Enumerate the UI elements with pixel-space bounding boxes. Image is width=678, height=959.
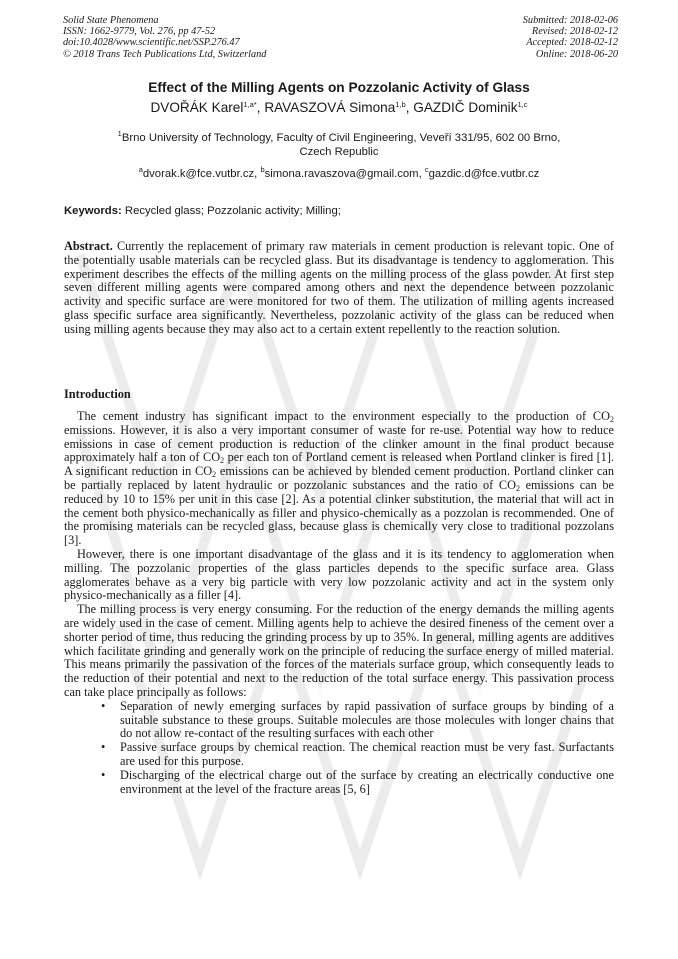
bullet-icon: • bbox=[101, 698, 106, 713]
journal-info bbox=[63, 15, 266, 60]
keywords-label: Keywords: bbox=[64, 205, 122, 217]
author-marker: 1,c bbox=[517, 100, 528, 109]
list-item: • Passive surface groups by chemical reaction. The chemical reaction must be very fast. Surfactants are used for this purpose. bbox=[101, 740, 614, 768]
affiliation bbox=[80, 129, 598, 159]
section-heading: Introduction bbox=[64, 387, 131, 401]
keywords-text: Recycled glass; Pozzolanic activity; Milling; bbox=[121, 205, 341, 217]
bullet-list bbox=[64, 700, 614, 797]
paragraph: The cement industry has significant impact to the environment especially to the production of $CO_2$ emissions. However, it is also a very important consumer of waste for re-use. Potential way how to reduce emissions in case of cement production is reduction of the clinker amount in the final product because approximately half a ton of $CO_2$ per each ton of Portland cement is released when Portland clinker is fired [1]. A significant reduction in $CO_2$ emissions can be achieved by blended cement production. Portland clinker can be partially replaced by latent hydraulic or pozzolanic substances and the ratio of $CO_2$ emissions can be reduced by 10 to 15% per unit in this case [2]. As a potential clinker substitution, the material that will act in the cement both physico-mechanically as filler and physico-chemically as a pozzolan is recommended. One of the promising materials can be recycled glass, because glass is chemically very close to traditional pozzolans [3]. bbox=[64, 409, 615, 548]
author-list: DVOŘÁK Karel$^{1,a*}$, RAVASZOVÁ Simona$^{1,b}$, GAZDIČ Dominik$^{1,c}$ bbox=[150, 100, 528, 115]
introduction-body bbox=[64, 410, 614, 796]
list-item: • Discharging of the electrical charge out of the surface by creating an electrically conductive one environment at the level of the fracture areas [5, 6] bbox=[101, 767, 614, 796]
bullet-icon: • bbox=[101, 740, 106, 755]
affiliation-line: Czech Republic bbox=[299, 145, 379, 158]
email-link[interactable]: simona.ravaszova@gmail.com, bbox=[264, 168, 425, 180]
list-item: • Separation of newly emerging surfaces by rapid passivation of surface groups by binding of a suitable substance to these groups. Suitable molecules are those molecules with longer chains that do not allow re-contact of the resulting surfaces with each other bbox=[101, 698, 614, 741]
author-marker: 1,a* bbox=[243, 100, 257, 109]
author-name: DVOŘÁK Karel bbox=[150, 100, 244, 115]
email-link[interactable]: gazdic.d@fce.vutbr.cz bbox=[428, 168, 540, 180]
author-emails: $^a$dvorak.k@fce.vutbr.cz, $^b$simona.ravaszova@gmail.com, $^c$gazdic.d@fce.vutbr.cz bbox=[138, 165, 540, 180]
author-name: RAVASZOVÁ Simona bbox=[264, 100, 396, 115]
copyright-line: © 2018 Trans Tech Publications Ltd, Switzerland bbox=[63, 48, 267, 60]
bullet-icon: • bbox=[101, 767, 106, 782]
online-date: Online: 2018-06-20 bbox=[535, 48, 618, 60]
abstract-label: Abstract. bbox=[64, 239, 113, 253]
affiliation-line: Brno University of Technology, Faculty of Civil Engineering, Veveří 331/95, 602 00 Brno, bbox=[121, 132, 561, 144]
author-marker: 1,b bbox=[395, 100, 406, 109]
journal-name: Solid State Phenomena bbox=[63, 15, 159, 26]
revised-date: Revised: 2018-02-12 bbox=[531, 26, 618, 38]
paragraph: However, there is one important disadvantage of the glass and it is its tendency to agglomeration when milling. The pozzolanic properties of the glass particles depends to the specific surface area. Glass agglomerates behave as a very big particle with very low pozzolanic activity and act in the system only physico-mechanically as a filler [4]. bbox=[64, 546, 614, 603]
keywords bbox=[64, 205, 341, 217]
author-name: GAZDIČ Dominik bbox=[413, 100, 518, 115]
email-link[interactable]: dvorak.k@fce.vutbr.cz, bbox=[142, 168, 261, 180]
affiliation-marker: 1 bbox=[117, 129, 122, 138]
doi-line: doi:10.4028/www.scientific.net/SSP.276.47 bbox=[63, 37, 240, 49]
accepted-date: Accepted: 2018-02-12 bbox=[526, 37, 618, 49]
abstract-text: Currently the replacement of primary raw materials in cement production is relevant topic. One of the potentially usable materials can be recycled glass. But its disadvantage is tendency to agglomeration. This experiment describes the effects of the milling agents on the milling process of the glass powder. At first step seven different milling agents were compared among others and next the dependence between pozzolanic activity and specific surface are were monitored for two of them. The utilization of milling agents increased glass specific surface area significantly. Nevertheless, pozzolanic activity of the glass can be reduced when using milling agents because they may also act to a certain extent repellently to the reaction solution. bbox=[64, 239, 614, 336]
abstract bbox=[64, 240, 614, 337]
paper-title: Effect of the Milling Agents on Pozzolanic Activity of Glass bbox=[148, 80, 530, 95]
paragraph: The milling process is very energy consuming. For the reduction of the energy demands the milling agents are widely used in the case of cement. Milling agents help to achieve the desired fineness of the cement over a shorter period of time, thus reducing the grinding process by up to 35%. In general, milling agents are additives which facilitate grinding and generally work on the principle of reducing the surface energy of milled material. This means primarily the passivation of the forces of the materials surface group, which consequently leads to the reduction of their potential and next to the reduction of the total surface energy. This passivation process can take place principally as follows: bbox=[64, 602, 614, 699]
issn-line: ISSN: 1662-9779, Vol. 276, pp 47-52 bbox=[63, 26, 216, 38]
publication-dates bbox=[523, 15, 618, 60]
submitted-date: Submitted: 2018-02-06 bbox=[522, 15, 618, 26]
